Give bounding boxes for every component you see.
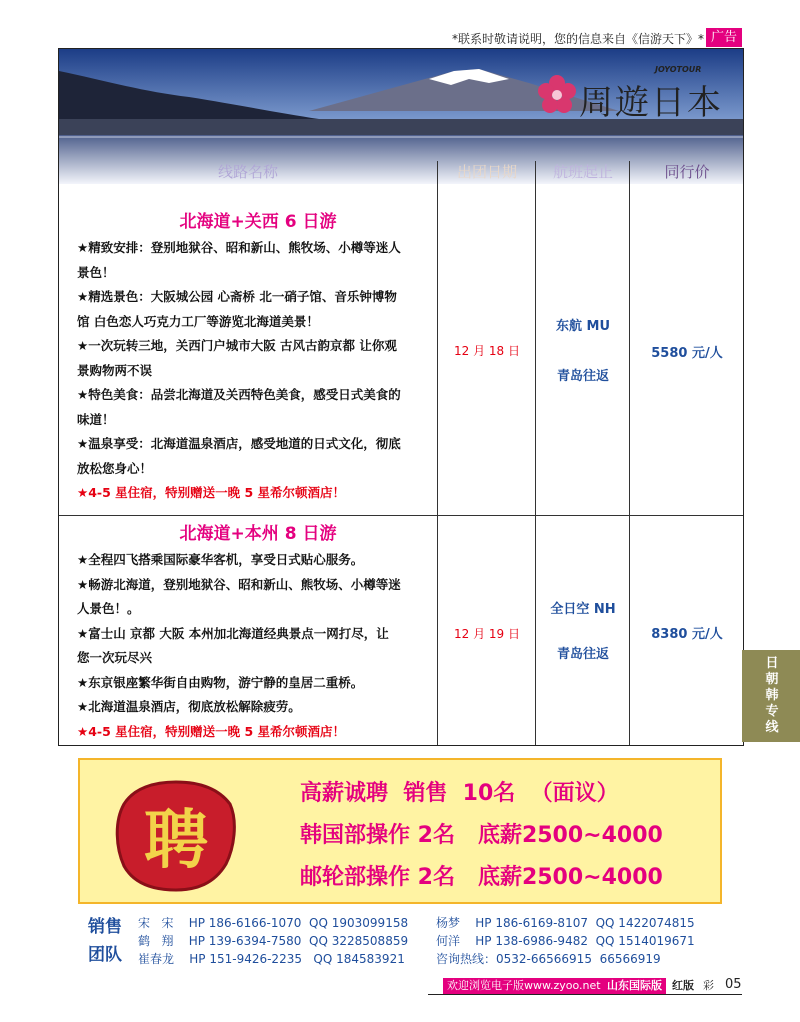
contact-row: 何洋 HP 138-6986-9482 QQ 1514019671	[436, 934, 695, 948]
route-highlight: ★4-5 星住宿，特别赠送一晚 5 星希尔顿酒店！	[77, 723, 346, 739]
route-detail: ★富士山 京都 大阪 本州加北海道经典景点一网打尽，让	[77, 625, 389, 641]
ad-tag: 广告	[706, 28, 742, 47]
route-detail: 景购物两不误	[77, 362, 153, 378]
row-divider	[59, 515, 743, 516]
logo-subtitle: JOYOTOUR	[655, 65, 702, 74]
route-detail: ★精选景色：大阪城公园 心斋桥 北一硝子馆、音乐钟博物	[77, 289, 397, 304]
contact-row: 鹤 翔 HP 139-6394-7580 QQ 3228508859	[138, 934, 409, 948]
route-2	[77, 519, 439, 744]
route-detail: ★精致安排：登别地狱谷、昭和新山、熊牧场、小樽等迷人	[77, 240, 401, 255]
route-detail: 景色！	[77, 264, 115, 280]
route-1-date: 12 月 18 日	[454, 344, 520, 358]
header-departure-date: 出团日期	[456, 163, 517, 181]
hero-image	[59, 49, 743, 184]
route-2-route: 青岛往返	[556, 647, 609, 662]
header-price: 同行价	[664, 163, 710, 181]
route-detail: ★特色美食：品尝北海道及关西特色美食，感受日式美食的	[77, 387, 401, 402]
route-detail: ★畅游北海道，登别地狱谷、昭和新山、熊牧场、小樽等迷	[77, 576, 401, 592]
route-detail: ★北海道温泉酒店，彻底放松解除疲劳。	[77, 699, 301, 714]
route-1	[77, 207, 439, 506]
header-route-name: 线路名称	[217, 163, 278, 181]
route-1-airline: 东航 MU	[555, 319, 611, 334]
route-detail: ★东京银座繁华街自由购物，游宁静的皇居二重桥。	[77, 674, 364, 690]
route-table	[58, 48, 744, 746]
route-1-price: 5580 元/人	[651, 346, 723, 361]
contact-row: 崔春龙 HP 151-9426-2235 QQ 184583921	[138, 952, 405, 966]
route-detail: 您一次玩尽兴	[77, 650, 153, 665]
route-detail: 味道！	[77, 411, 115, 427]
route-detail: 人景色！。	[77, 601, 140, 616]
column-divider	[629, 161, 630, 745]
recruit-line: 邮轮部操作 2名 底薪2500~4000	[300, 865, 663, 890]
recruitment-box	[78, 758, 722, 904]
route-detail: 馆 白色恋人巧克力工厂等游览北海道美景！	[77, 313, 319, 329]
contact-row: 杨梦 HP 186-6169-8107 QQ 1422074815	[436, 916, 695, 930]
route-title: 北海道+本州 8 日游	[179, 524, 337, 544]
footer-red-edition: 红版	[672, 979, 694, 992]
logo-text: 周遊日本	[579, 83, 723, 123]
route-2-price: 8380 元/人	[651, 627, 723, 642]
sakura-logo-icon	[535, 73, 579, 117]
side-tab	[742, 650, 800, 742]
sales-team-label: 团队	[88, 945, 122, 965]
source-note: *联系时敬请说明，您的信息来自《信游天下》*	[451, 32, 704, 46]
page-number: 05	[725, 977, 742, 992]
recruit-line: 高薪诚聘 销售 10名 （面议）	[300, 781, 619, 806]
table-header	[59, 161, 743, 183]
route-detail: ★温泉享受：北海道温泉酒店，感受地道的日式文化，彻底	[77, 436, 401, 451]
footer-edition: 山东国际版	[603, 978, 666, 994]
column-divider	[535, 161, 536, 745]
footer-website: 欢迎浏览电子版www.zyoo.net	[443, 978, 605, 994]
footer-color: 彩	[703, 979, 714, 992]
route-2-airline: 全日空 NH	[550, 602, 616, 617]
route-highlight: ★4-5 星住宿，特别赠送一晚 5 星希尔顿酒店！	[77, 485, 346, 500]
route-1-route: 青岛往返	[556, 369, 609, 384]
contact-row: 宋 宋 HP 186-6166-1070 QQ 1903099158	[138, 916, 409, 930]
route-detail: ★一次玩转三地，关西门户城市大阪 古风古韵京都 让你观	[77, 338, 397, 353]
seal-character: 聘	[144, 804, 208, 878]
route-2-date: 12 月 19 日	[454, 627, 520, 641]
hotline: 咨询热线：0532-66566915 66566919	[436, 952, 661, 966]
recruit-line: 韩国部操作 2名 底薪2500~4000	[300, 823, 663, 848]
footer-divider	[428, 994, 742, 995]
sales-team-label: 销售	[88, 917, 122, 937]
recruit-seal-icon	[114, 778, 238, 894]
side-tab-label: 日朝韩专线	[765, 656, 779, 735]
route-title: 北海道+关西 6 日游	[179, 212, 337, 232]
route-detail: ★全程四飞搭乘国际豪华客机，享受日式贴心服务。	[77, 552, 364, 567]
route-detail: 放松您身心！	[77, 460, 153, 476]
header-flight: 航班起止	[552, 163, 613, 181]
